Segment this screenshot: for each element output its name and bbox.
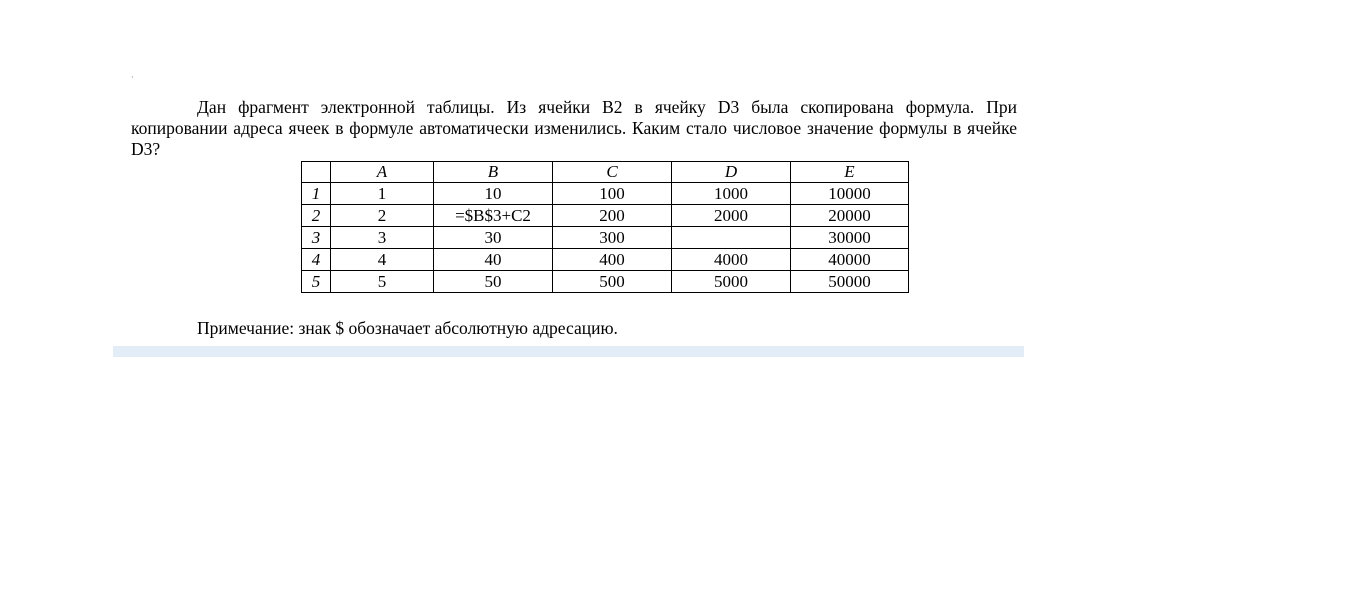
cell-e2: 20000 <box>791 205 909 227</box>
column-header-e: E <box>791 162 909 183</box>
table-row <box>302 249 909 271</box>
cell-a4: 4 <box>331 249 434 271</box>
row-header: 5 <box>302 271 331 293</box>
spreadsheet-fragment <box>301 161 909 293</box>
row-header: 1 <box>302 183 331 205</box>
cell-d3-empty <box>672 227 791 249</box>
cell-b1: 10 <box>434 183 553 205</box>
selection-highlight-band <box>113 346 1024 357</box>
cell-c3: 300 <box>553 227 672 249</box>
column-header-row <box>302 162 909 183</box>
row-header: 4 <box>302 249 331 271</box>
cell-e5: 50000 <box>791 271 909 293</box>
cell-a2: 2 <box>331 205 434 227</box>
cell-b5: 50 <box>434 271 553 293</box>
column-header-b: B <box>434 162 553 183</box>
cell-a5: 5 <box>331 271 434 293</box>
cell-c2: 200 <box>553 205 672 227</box>
column-header-d: D <box>672 162 791 183</box>
row-header: 3 <box>302 227 331 249</box>
row-header: 2 <box>302 205 331 227</box>
table-row <box>302 205 909 227</box>
cell-d1: 1000 <box>672 183 791 205</box>
cell-d2: 2000 <box>672 205 791 227</box>
cell-b3: 30 <box>434 227 553 249</box>
cell-c1: 100 <box>553 183 672 205</box>
cell-e3: 30000 <box>791 227 909 249</box>
question-text: Дан фрагмент электронной таблицы. Из ячейки B2 в ячейку D3 была скопирована формула. При копировании адреса ячеек в формуле автоматически изменились. Каким стало числовое значение формулы в ячейке D3? <box>131 97 1017 159</box>
cell-d4: 4000 <box>672 249 791 271</box>
corner-cell <box>302 162 331 183</box>
table-row <box>302 271 909 293</box>
cell-c4: 400 <box>553 249 672 271</box>
cell-d5: 5000 <box>672 271 791 293</box>
note-text: Примечание: знак $ обозначает абсолютную адресацию. <box>197 318 618 338</box>
cell-e4: 40000 <box>791 249 909 271</box>
stray-mark: · <box>131 73 134 82</box>
cell-b2-formula: =$B$3+C2 <box>434 205 553 227</box>
cell-c5: 500 <box>553 271 672 293</box>
cell-a1: 1 <box>331 183 434 205</box>
cell-e1: 10000 <box>791 183 909 205</box>
cell-b4: 40 <box>434 249 553 271</box>
table-row <box>302 183 909 205</box>
column-header-a: A <box>331 162 434 183</box>
table-row <box>302 227 909 249</box>
cell-a3: 3 <box>331 227 434 249</box>
column-header-c: C <box>553 162 672 183</box>
